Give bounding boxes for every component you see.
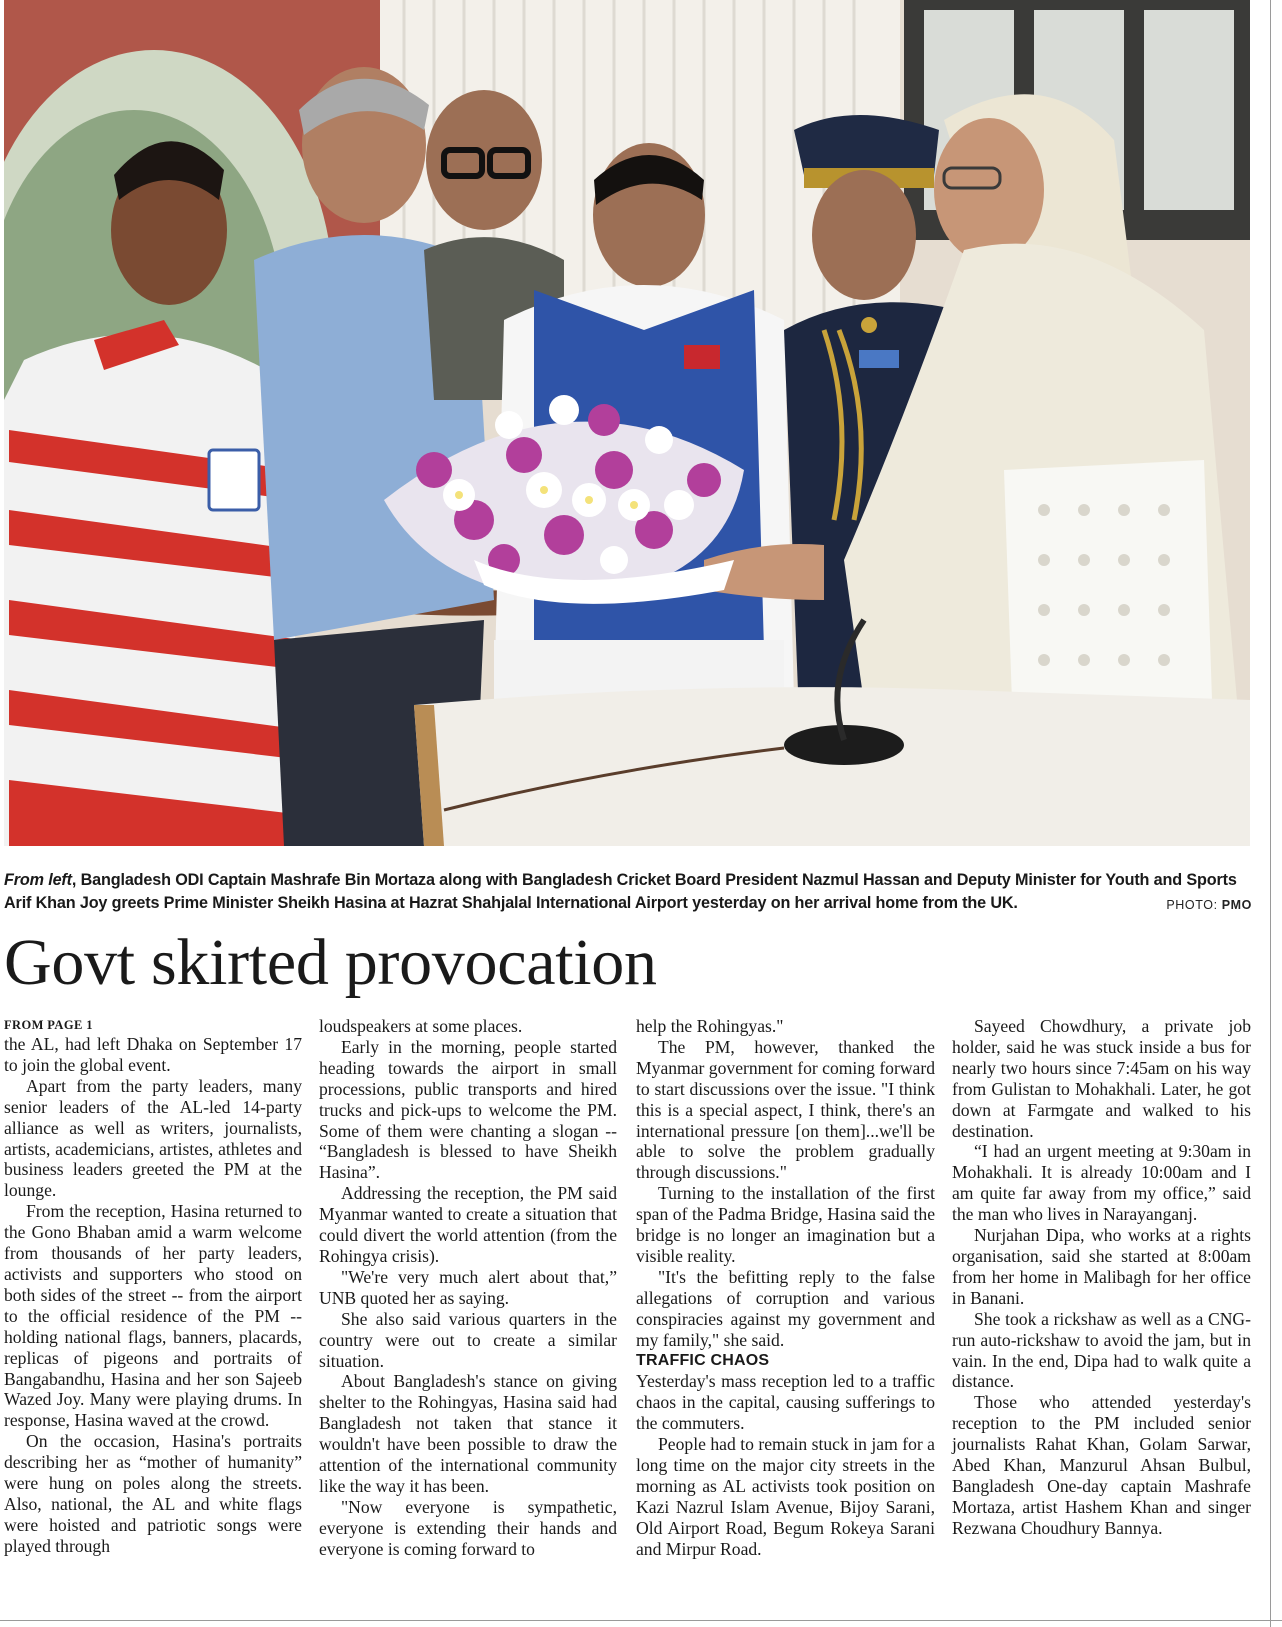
paragraph: Apart from the party leaders, many senior leaders of the AL-led 14-party alliance as well as writers, journalists, artists, academicians, artistes, athletes and business leaders greeted the PM at the lounge. [4, 1075, 302, 1201]
paragraph: Turning to the installation of the first span of the Padma Bridge, Hasina said the bridge is no longer an imagination but a visible reality. [636, 1183, 935, 1266]
paragraph: She also said various quarters in the country were out to create a similar situation. [319, 1308, 617, 1371]
page-rule-right [1270, 0, 1271, 1627]
headline: Govt skirted provocation [4, 926, 657, 999]
paragraph: “I had an urgent meeting at 9:30am in Mohakhali. It is already 10:00am and I am quite far away from my office,” said the man who lives in Narayanganj. [952, 1141, 1251, 1225]
photo-illustration [4, 0, 1250, 846]
paragraph: "We're very much alert about that,” UNB quoted her as saying. [319, 1266, 617, 1308]
subhead-traffic-chaos: TRAFFIC CHAOS [636, 1351, 770, 1369]
article-column-4 [952, 1016, 1251, 1616]
paragraph: the AL, had left Dhaka on September 17 to join the global event. [4, 1034, 302, 1075]
article-column-1 [4, 1016, 302, 1616]
paragraph: "It's the befitting reply to the false allegations of corruption and various conspiracies against my government and my family," she said. [636, 1266, 935, 1350]
caption-text: , Bangladesh ODI Captain Mashrafe Bin Mortaza along with Bangladesh Cricket Board President Nazmul Hassan and Deputy Minister for Youth and Sports Arif Khan Joy greets Prime Minister Sheikh Hasina at Hazrat Shahjalal International Airport yesterday on her arrival home from the UK. [4, 871, 1237, 912]
paragraph: Sayeed Chowdhury, a private job holder, said he was stuck inside a bus for nearly two hours since 7:45am on his way from Gulistan to Mohakhali. Later, he got down at Farmgate and walked to his destination. [952, 1016, 1251, 1141]
paragraph: The PM, however, thanked the Myanmar government for coming forward to start discussions over the issue. "I think this is a special aspect, I think, there's an international pressure [on them]...we'll be able to solve the problem gradually through discussions." [636, 1036, 935, 1183]
photo-credit [1166, 898, 1252, 912]
caption-lead: From left [4, 871, 72, 889]
paragraph: Nurjahan Dipa, who works at a rights organisation, said she started at 8:00am from her home in Malibagh for her office in Banani. [952, 1225, 1251, 1308]
paragraph: She took a rickshaw as well as a CNG-run auto-rickshaw to avoid the jam, but in vain. In the end, Dipa had to walk quite a distance. [952, 1308, 1251, 1392]
paragraph: loudspeakers at some places. [319, 1016, 523, 1036]
paragraph: From the reception, Hasina returned to the Gono Bhaban amid a warm welcome from thousands of her party leaders, activists and supporters who stood on both sides of the street -- from the airport to the official residence of the PM -- holding national flags, banners, placards, replicas of pigeons and portraits of Bangabandhu, Hasina and her son Sajeeb Wazed Joy. Many were playing drums. In response, Hasina waved at the crowd. [4, 1201, 302, 1431]
paragraph: Early in the morning, people started heading towards the airport in small processions, public transports and hired trucks and pick-ups to welcome the PM. Some of them were chanting a slogan -- “Bangladesh is blessed to have Sheikh Hasina”. [319, 1036, 617, 1183]
news-photo [4, 0, 1250, 846]
paragraph: People had to remain stuck in jam for a long time on the major city streets in the morning as AL activists took position on Kazi Nazrul Islam Avenue, Bijoy Sarani, Old Airport Road, Begum Rokeya Sarani and Mirpur Road. [636, 1434, 935, 1559]
kicker: FROM PAGE 1 [4, 1018, 93, 1032]
article-column-2 [319, 1016, 617, 1616]
paragraph: help the Rohingyas." [636, 1016, 784, 1036]
paragraph: About Bangladesh's stance on giving shelter to the Rohingyas, Hasina said had Bangladesh not taken that stance it wouldn't have been possible to draw the attention of the international community like the way it has been. [319, 1371, 617, 1496]
paragraph: Yesterday's mass reception led to a traffic chaos in the capital, causing sufferings to the commuters. [636, 1371, 935, 1434]
photo-caption [4, 869, 1250, 915]
photo-credit-source: PMO [1221, 898, 1252, 912]
article-column-3 [636, 1016, 935, 1616]
paragraph: Those who attended yesterday's reception to the PM included senior journalists Rahat Khan, Golam Sarwar, Abed Khan, Manzurul Ahsan Bulbul, Bangladesh One-day captain Mashrafe Mortaza, artist Hashem Khan and singer Rezwana Choudhury Bannya. [952, 1392, 1251, 1538]
paragraph: On the occasion, Hasina's portraits describing her as “mother of humanity” were hung on poles along the streets. Also, national, the AL and white flags were hoisted and patriotic songs were played through [4, 1431, 302, 1556]
paragraph: Addressing the reception, the PM said Myanmar wanted to create a situation that could divert the world attention (from the Rohingya crisis). [319, 1183, 617, 1266]
page-rule-bottom [0, 1620, 1282, 1621]
photo-credit-label: PHOTO: [1166, 898, 1222, 912]
paragraph: "Now everyone is sympathetic, everyone is extending their hands and everyone is coming forward to [319, 1496, 617, 1559]
